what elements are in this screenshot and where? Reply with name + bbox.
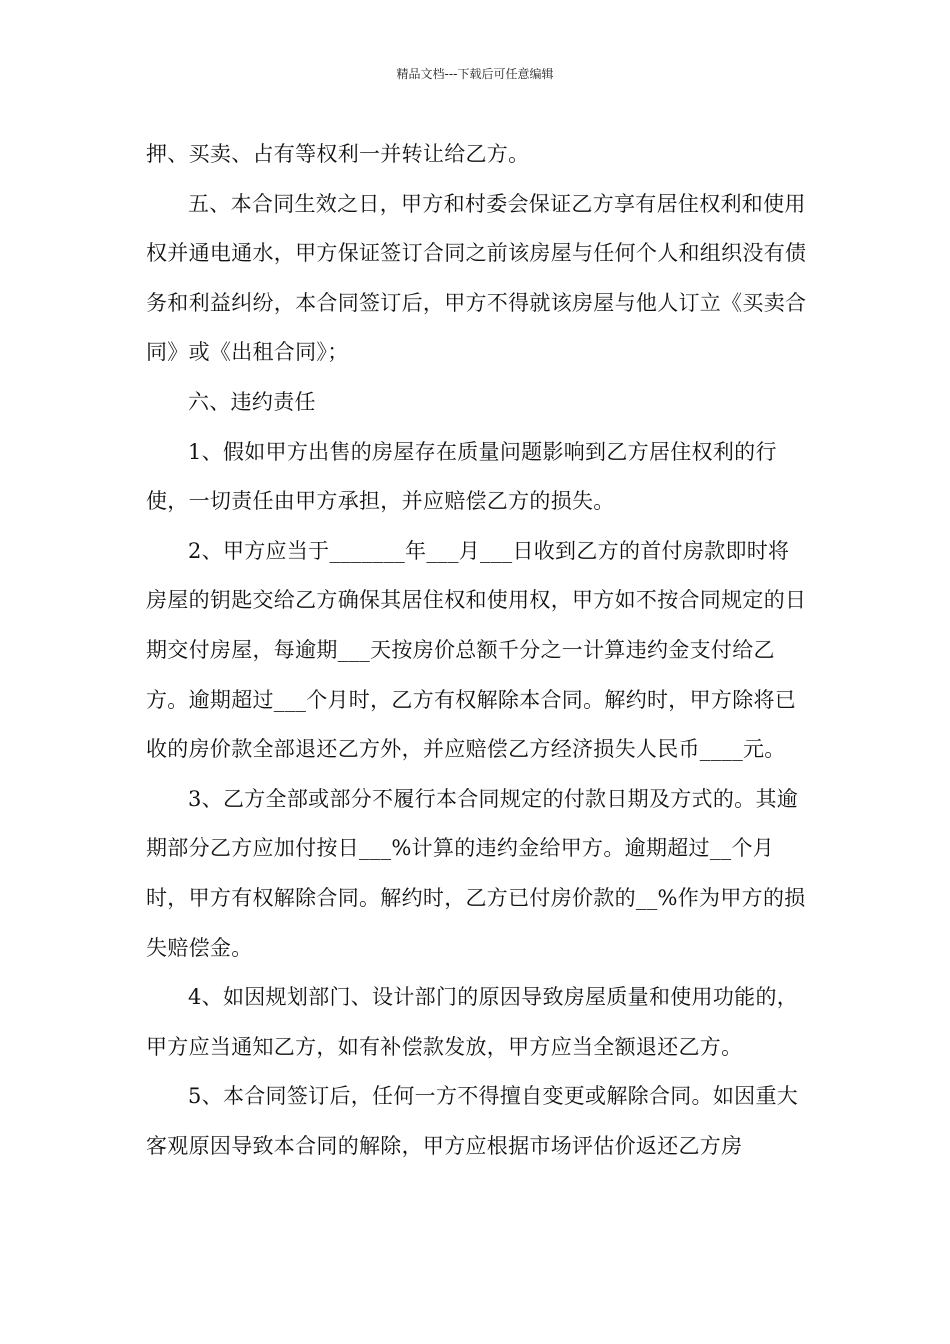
paragraph-breach-1: 1、假如甲方出售的房屋存在质量问题影响到乙方居住权利的行使，一切责任由甲方承担，并应赔偿乙方的损失。: [146, 439, 777, 514]
paragraph-clause-5: 五、本合同生效之日，甲方和村委会保证乙方享有居住权利和使用权并通电通水，甲方保证签订合同之前该房屋与任何个人和组织没有债务和利益纠纷，本合同签订后，甲方不得就该房屋与他人订立《买卖合同》或《出租合同》；: [146, 191, 807, 365]
section-heading-breach-liability: 六、违约责任: [188, 389, 316, 414]
paragraph-breach-4: 4、如因规划部门、设计部门的原因导致房屋质量和使用功能的，甲方应当通知乙方，如有补偿款发放，甲方应当全额退还乙方。: [146, 985, 799, 1059]
paragraph-breach-5: 5、本合同签订后，任何一方不得擅自变更或解除合同。如因重大客观原因导致本合同的解除，甲方应根据市场评估价返还乙方房: [146, 1084, 799, 1158]
page-header-watermark: 精品文档---下载后可任意编辑: [396, 67, 554, 81]
paragraph-rights-transfer: 押、买卖、占有等权利一并转让给乙方。: [146, 142, 530, 166]
document-body: [146, 130, 810, 1171]
paragraph-breach-3: 3、乙方全部或部分不履行本合同规定的付款日期及方式的。其逾期部分乙方应加付按日___%计算的违约金给甲方。逾期超过__个月时，甲方有权解除合同。解约时，乙方已付房价款的__%作为甲方的损失赔偿金。: [146, 786, 806, 960]
paragraph-breach-2: 2、甲方应当于_______年___月___日收到乙方的首付房款即时将房屋的钥匙交给乙方确保其居住权和使用权，甲方如不按合同规定的日期交付房屋，每逾期___天按房价总额千分之一计算违约金支付给乙方。逾期超过___个月时，乙方有权解除本合同。解约时，甲方除将已收的房价款全部退还乙方外，并应赔偿乙方经济损失人民币____元。: [146, 538, 807, 762]
